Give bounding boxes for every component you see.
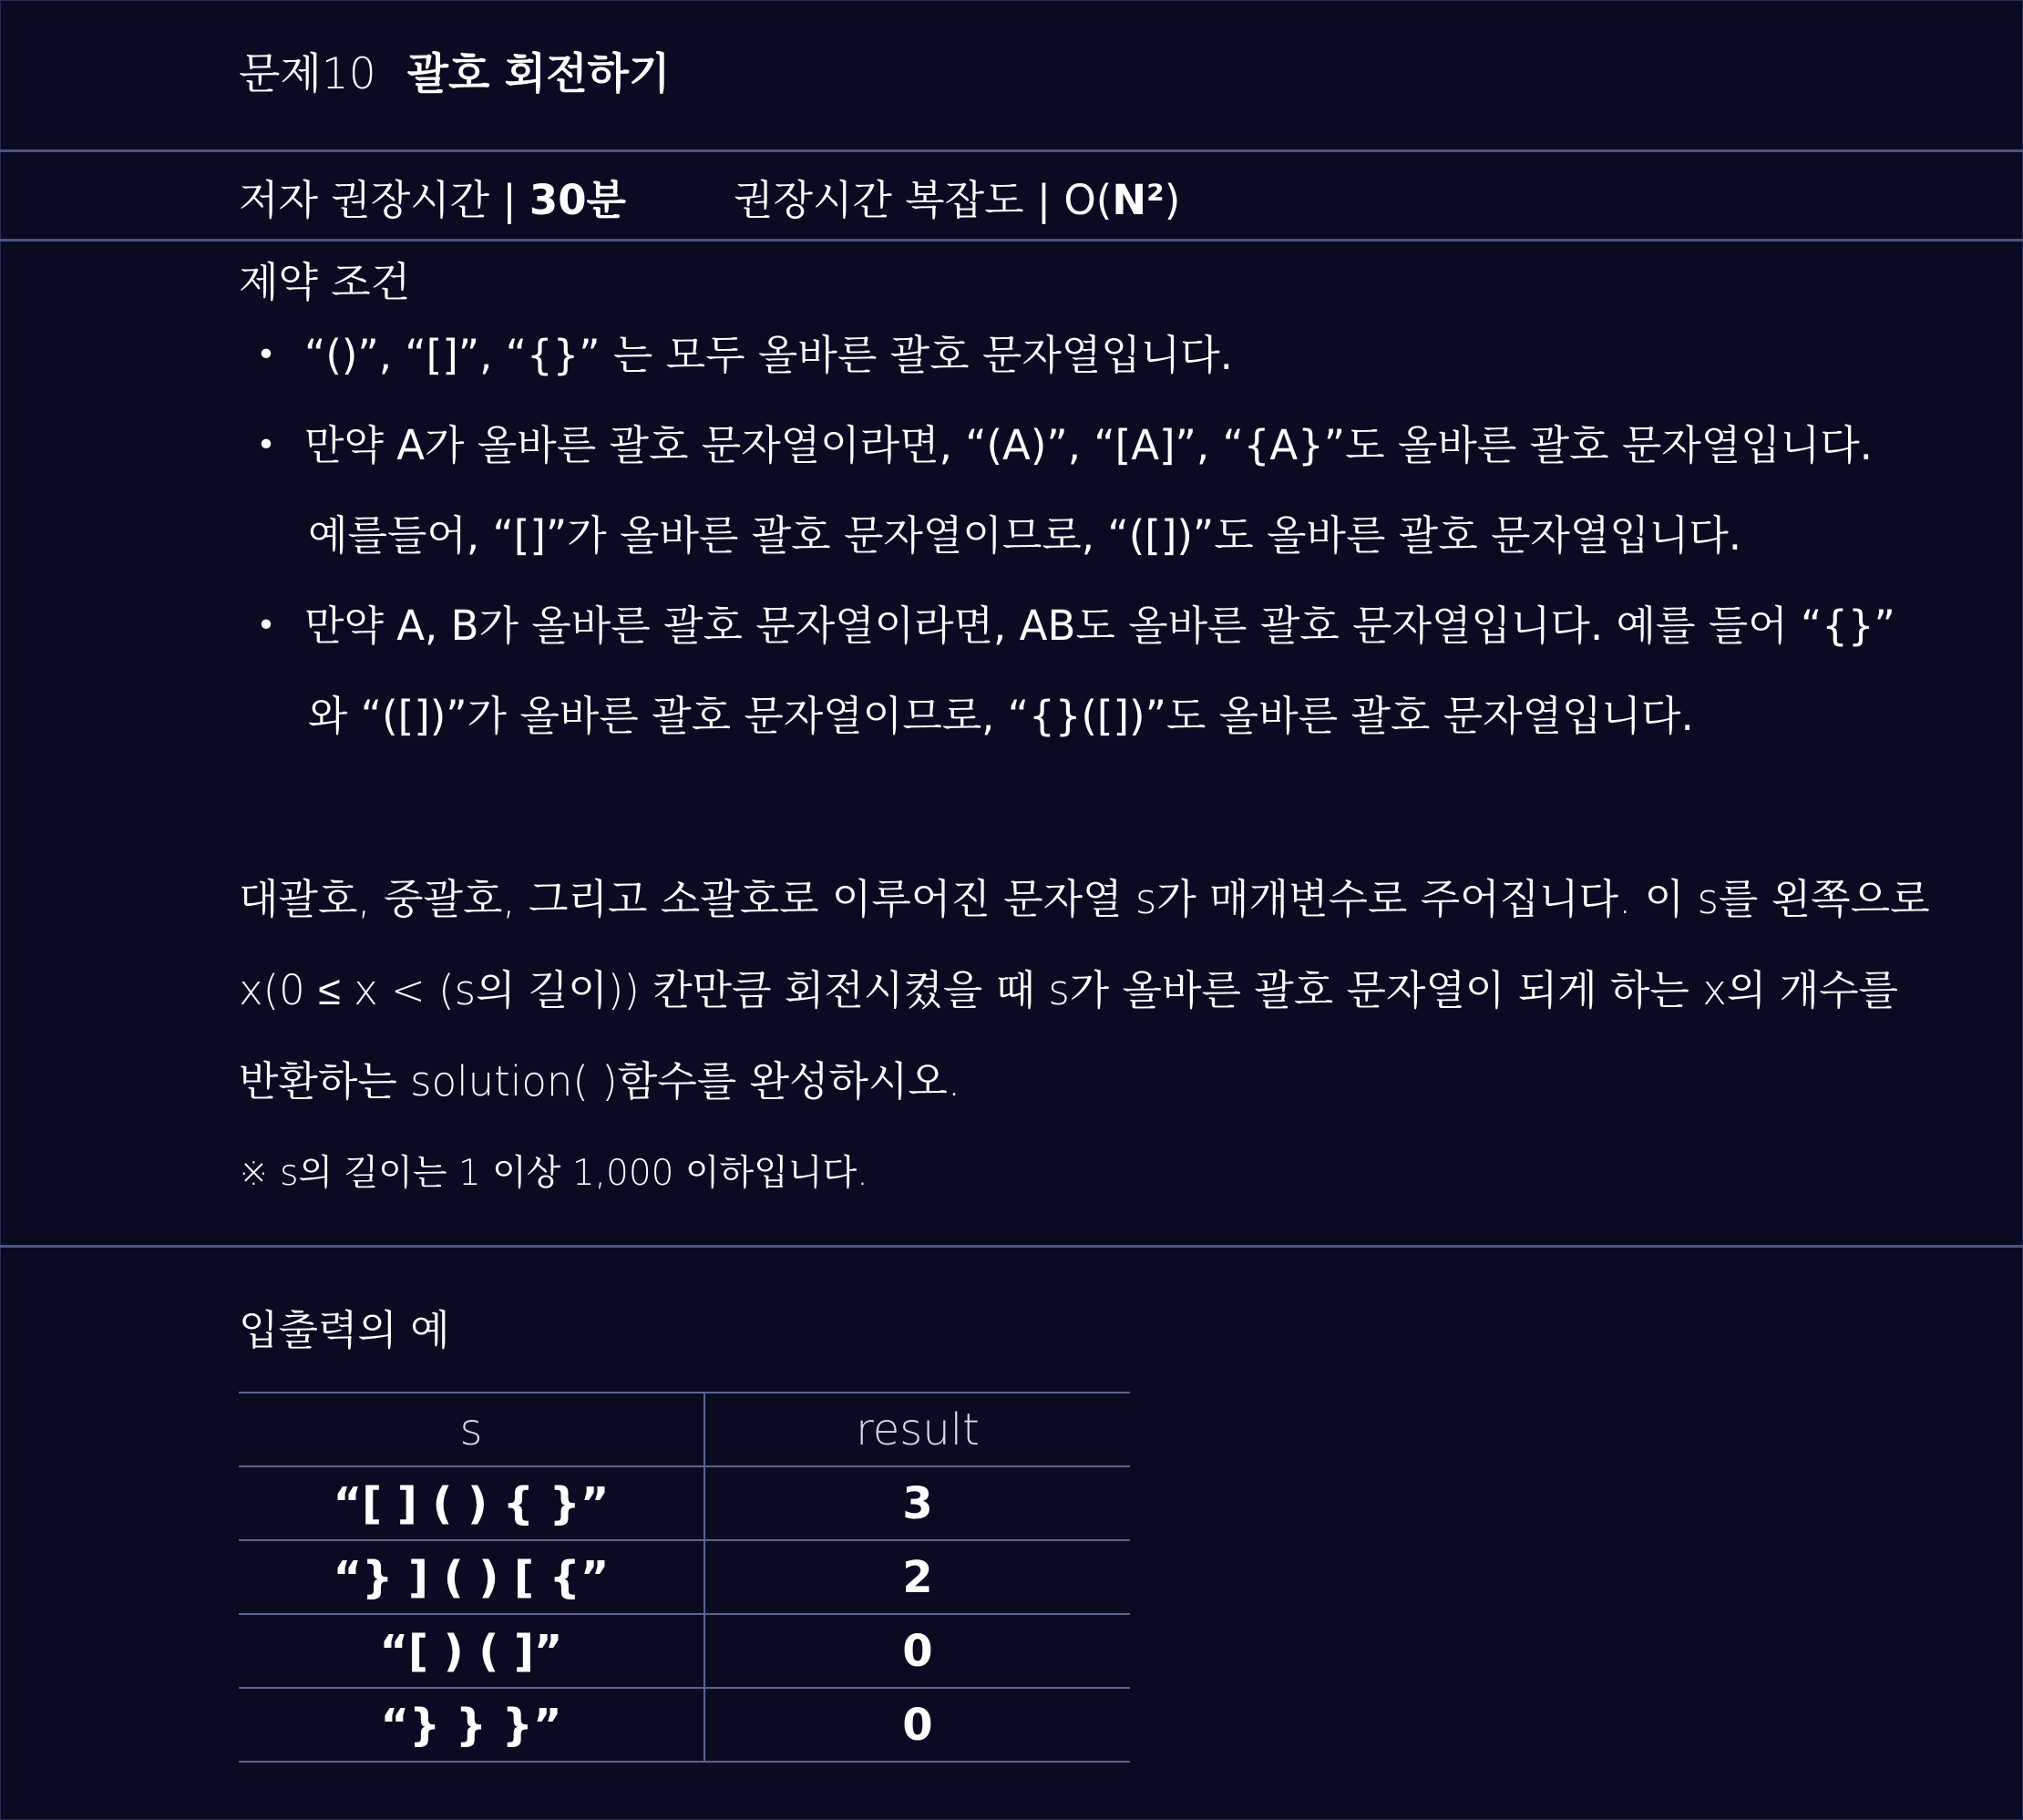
description-line: 반환하는 solution( )함수를 완성하시오.: [239, 1057, 961, 1105]
constraint-text: 만약 A가 올바른 괄호 문자열이라면, “(A)”, “[A]”, “{A}”도 올바른 괄호 문자열입니다.: [304, 421, 1873, 469]
complexity-label: 권장시간 복잡도 | O(: [734, 176, 1113, 224]
column-header-s: s: [239, 1393, 704, 1466]
constraints-title: 제약 조건: [239, 258, 411, 306]
cell-s: “[ ) ( ]”: [239, 1614, 704, 1688]
cell-s: “} ] ( ) [ {”: [239, 1540, 704, 1614]
bullet-icon: •: [256, 607, 276, 644]
description-line: x(0 ≤ x < (s의 길이)) 칸만큼 회전시켰을 때 s가 올바른 괄호 문자열이 되게 하는 x의 개수를: [239, 966, 1899, 1014]
examples-table: [239, 1392, 1130, 1763]
divider: [0, 149, 2023, 152]
cell-result: 0: [704, 1614, 1130, 1688]
cell-result: 0: [704, 1688, 1130, 1762]
cell-s: “[ ] ( ) { }”: [239, 1466, 704, 1540]
bullet-icon: •: [256, 336, 276, 374]
table-header-row: [239, 1393, 1130, 1466]
problem-title: 괄호 회전하기: [406, 49, 671, 99]
cell-s: “} } }”: [239, 1688, 704, 1762]
constraint-text: 만약 A, B가 올바른 괄호 문자열이라면, AB도 올바른 괄호 문자열입니다. 예를 들어 “{}”: [304, 602, 1895, 650]
column-header-result: result: [704, 1393, 1130, 1466]
complexity-close: ): [1164, 176, 1181, 224]
table-row: [239, 1688, 1130, 1762]
cell-result: 2: [704, 1540, 1130, 1614]
problem-header: [239, 46, 670, 104]
description-line: 대괄호, 중괄호, 그리고 소괄호로 이루어진 문자열 s가 매개변수로 주어집니다. 이 s를 왼쪽으로: [239, 875, 1930, 923]
author-time-value: 30분: [529, 176, 626, 224]
meta-row: [239, 171, 1180, 230]
constraint-text: “()”, “[]”, “{}” 는 모두 올바른 괄호 문자열입니다.: [304, 331, 1233, 379]
author-time-label: 저자 권장시간 |: [239, 176, 529, 224]
divider: [0, 1245, 2023, 1248]
complexity-value: N²: [1112, 176, 1165, 224]
cell-result: 3: [704, 1466, 1130, 1540]
bullet-icon: •: [256, 427, 276, 464]
problem-number: 문제10: [239, 49, 376, 99]
table-row: [239, 1614, 1130, 1688]
divider: [0, 239, 2023, 242]
examples-title: 입출력의 예: [239, 1306, 450, 1354]
table-row: [239, 1540, 1130, 1614]
constraint-text: 와 “([])”가 올바른 괄호 문자열이므로, “{}([])”도 올바른 괄호 문자열입니다.: [308, 692, 1694, 740]
length-note: ※ s의 길이는 1 이상 1,000 이하입니다.: [239, 1153, 868, 1194]
table-row: [239, 1466, 1130, 1540]
constraint-text: 예를들어, “[]”가 올바른 괄호 문자열이므로, “([])”도 올바른 괄호 문자열입니다.: [308, 511, 1742, 560]
